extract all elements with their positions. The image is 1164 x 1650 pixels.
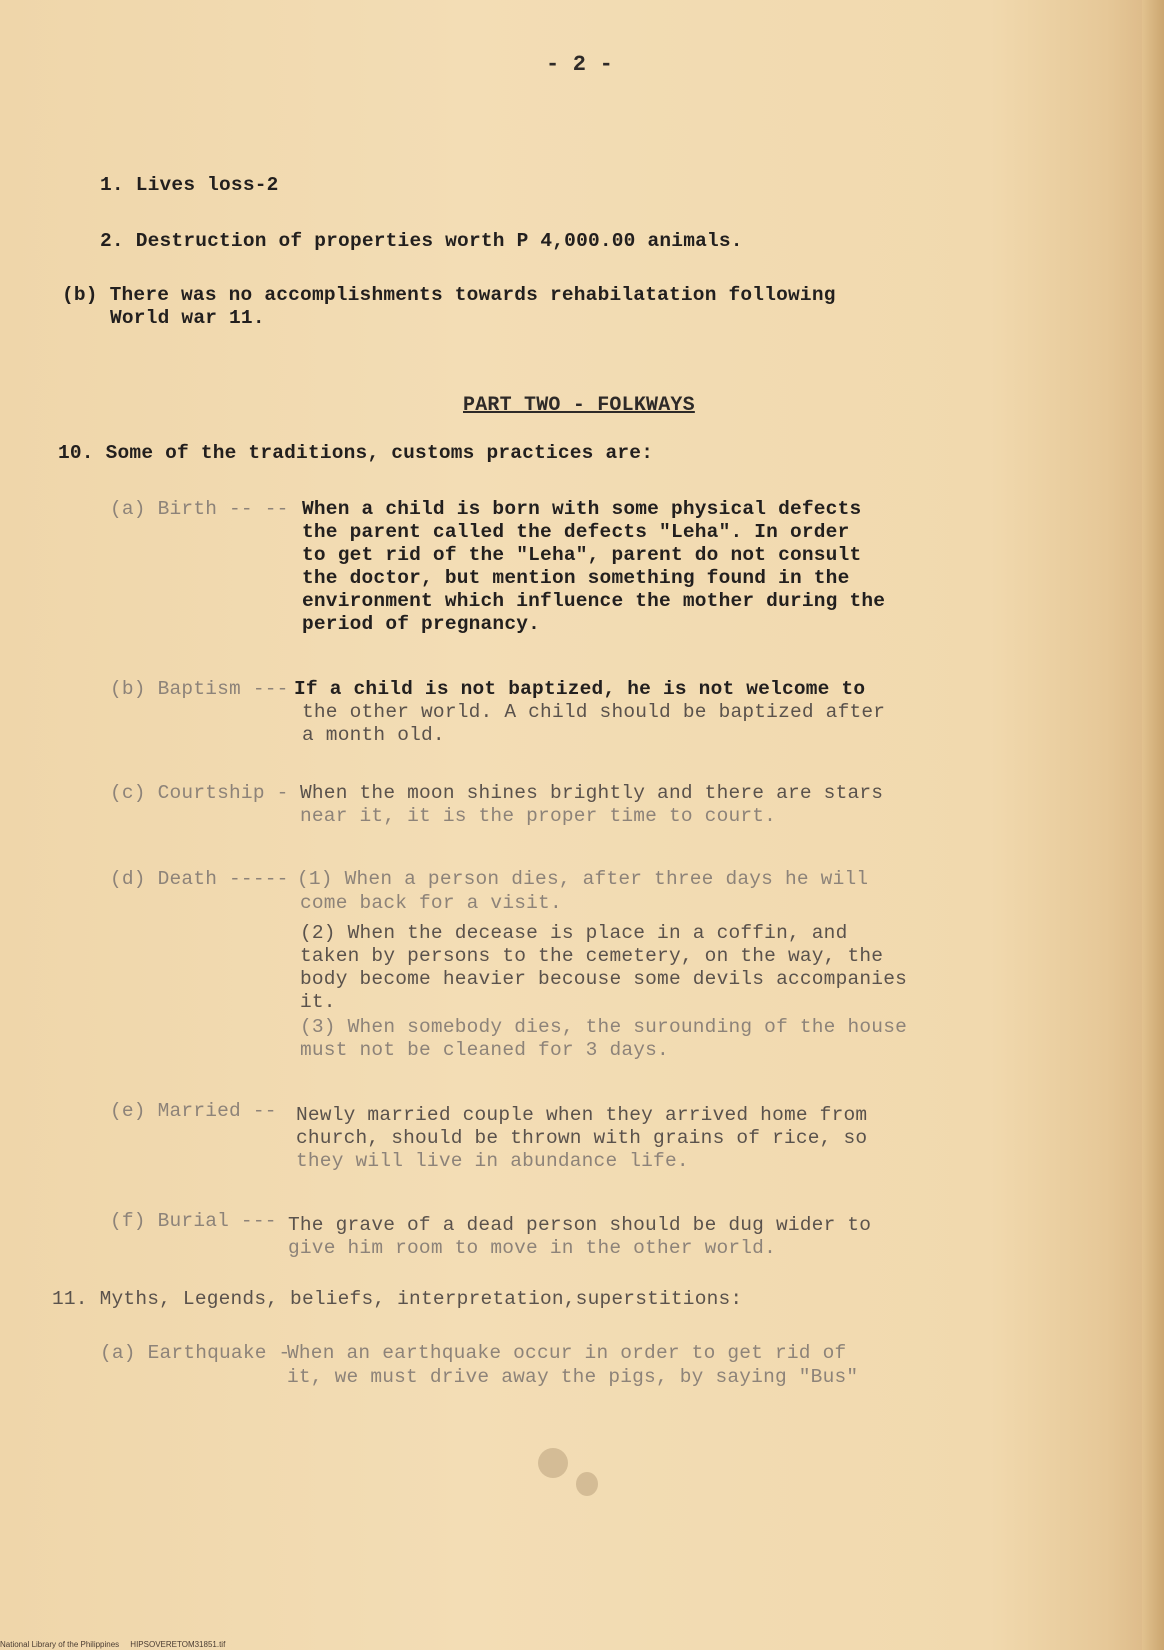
birth-line: When a child is born with some physical defects bbox=[302, 498, 862, 520]
baptism-label: (b) Baptism --- bbox=[110, 678, 289, 700]
baptism-line: the other world. A child should be baptized after bbox=[302, 701, 886, 723]
death-line: (1) When a person dies, after three days he will bbox=[297, 868, 869, 890]
scan-footer: National Library of the Philippines HIPSOVERETOM31851.tif bbox=[0, 1640, 226, 1649]
section-11-intro: 11. Myths, Legends, beliefs, interpretation,superstitions: bbox=[52, 1288, 743, 1310]
married-label: (e) Married -- bbox=[110, 1100, 277, 1122]
earthquake-label: (a) Earthquake - bbox=[100, 1342, 291, 1364]
item-destruction: 2. Destruction of properties worth P 4,000.00 animals. bbox=[100, 230, 743, 252]
page-number: - 2 - bbox=[546, 52, 614, 77]
death-line: come back for a visit. bbox=[300, 892, 562, 914]
married-line: church, should be thrown with grains of rice, so bbox=[296, 1127, 868, 1149]
death-line: it. bbox=[300, 991, 336, 1013]
item-b-line-2: World war 11. bbox=[110, 307, 265, 329]
burial-label: (f) Burial --- bbox=[110, 1210, 277, 1232]
burial-line: The grave of a dead person should be dug wider to bbox=[288, 1214, 872, 1236]
baptism-line: a month old. bbox=[302, 724, 445, 746]
courtship-line: When the moon shines brightly and there are stars bbox=[300, 782, 884, 804]
death-line: (3) When somebody dies, the surounding of the house bbox=[300, 1016, 907, 1038]
birth-line: environment which influence the mother during the bbox=[302, 590, 886, 612]
part-two-heading: PART TWO - FOLKWAYS bbox=[463, 394, 695, 417]
birth-line: the parent called the defects "Leha". In order bbox=[302, 521, 850, 543]
birth-line: to get rid of the "Leha", parent do not consult bbox=[302, 544, 862, 566]
ink-smudge bbox=[576, 1472, 598, 1496]
birth-line: the doctor, but mention something found in the bbox=[302, 567, 850, 589]
death-label: (d) Death ----- bbox=[110, 868, 289, 890]
birth-label: (a) Birth -- -- bbox=[110, 498, 289, 520]
page-edge-shadow bbox=[1142, 0, 1164, 1650]
birth-line: period of pregnancy. bbox=[302, 613, 541, 635]
earthquake-line: it, we must drive away the pigs, by saying "Bus" bbox=[287, 1366, 859, 1388]
death-line: (2) When the decease is place in a coffin, and bbox=[300, 922, 848, 944]
courtship-label: (c) Courtship - bbox=[110, 782, 289, 804]
baptism-line: If a child is not baptized, he is not welcome to bbox=[294, 678, 866, 700]
married-line: they will live in abundance life. bbox=[296, 1150, 689, 1172]
item-lives-loss: 1. Lives loss-2 bbox=[100, 174, 279, 196]
burial-line: give him room to move in the other world. bbox=[288, 1237, 776, 1259]
earthquake-line: When an earthquake occur in order to get rid of bbox=[287, 1342, 847, 1364]
item-b-line-1: (b) There was no accomplishments towards rehabilatation following bbox=[62, 284, 836, 306]
death-line: taken by persons to the cemetery, on the way, the bbox=[300, 945, 884, 967]
section-10-intro: 10. Some of the traditions, customs practices are: bbox=[58, 442, 654, 464]
ink-smudge bbox=[538, 1448, 568, 1478]
courtship-line: near it, it is the proper time to court. bbox=[300, 805, 777, 827]
death-line: body become heavier becouse some devils accompanies bbox=[300, 968, 907, 990]
death-line: must not be cleaned for 3 days. bbox=[300, 1039, 669, 1061]
married-line: Newly married couple when they arrived home from bbox=[296, 1104, 868, 1126]
